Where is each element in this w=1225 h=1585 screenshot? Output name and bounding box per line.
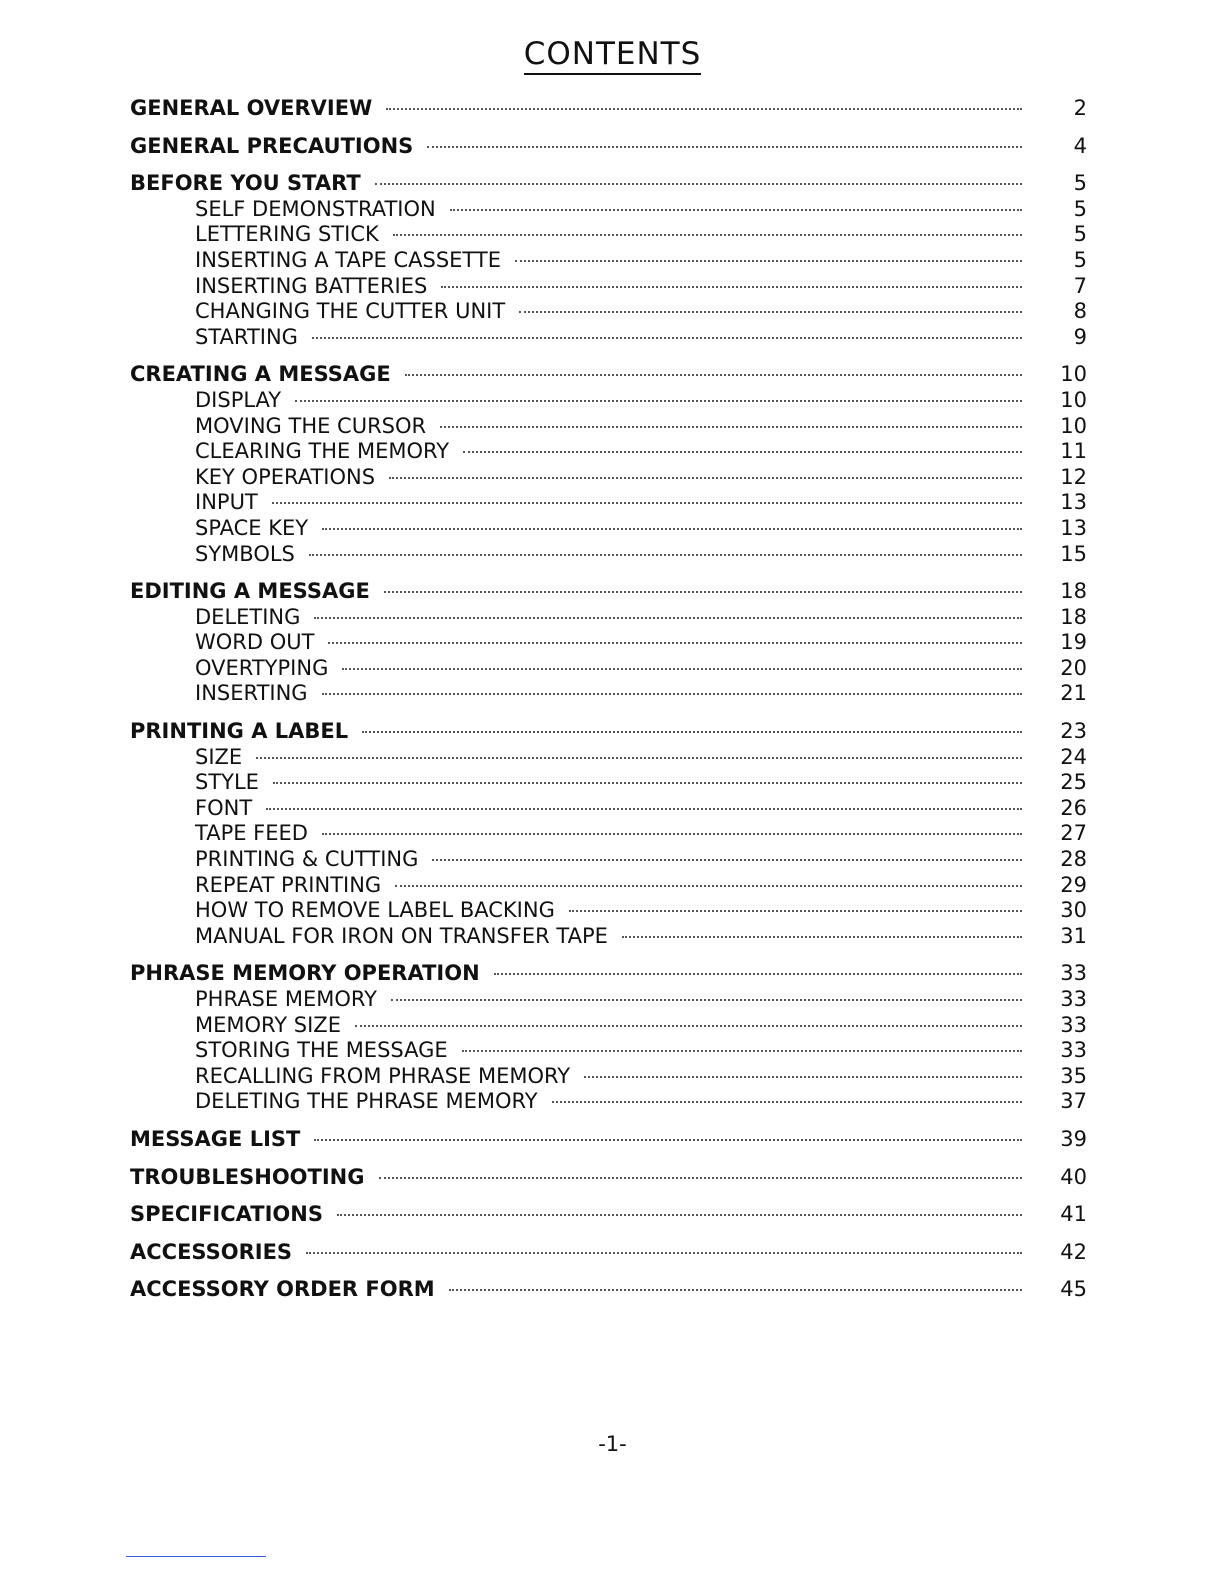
toc-subentry[interactable] (0, 325, 1225, 351)
toc-subentry-page-number: 21 (1060, 681, 1087, 706)
toc-heading-page-number: 18 (1060, 579, 1087, 604)
toc-heading-page-number: 5 (1073, 171, 1087, 196)
dot-leader (386, 107, 1022, 110)
toc-section (0, 1127, 1225, 1153)
toc-heading-page-number: 42 (1060, 1239, 1087, 1264)
toc-heading-page-number: 10 (1060, 362, 1087, 387)
toc-heading-page-number: 41 (1060, 1202, 1087, 1227)
toc-heading[interactable] (0, 719, 1225, 745)
toc-subentry-page-number: 37 (1060, 1089, 1087, 1114)
toc-subentry[interactable] (0, 796, 1225, 822)
toc-subentry-page-number: 33 (1060, 1012, 1087, 1037)
toc-heading-label: CREATING A MESSAGE (130, 362, 391, 387)
toc-subentry[interactable] (0, 847, 1225, 873)
toc-heading-label: PRINTING A LABEL (130, 719, 349, 744)
toc-heading-label: EDITING A MESSAGE (130, 579, 370, 604)
toc-subentry-label: SYMBOLS (195, 541, 295, 566)
toc-subentry-page-number: 18 (1060, 604, 1087, 629)
toc-subentry-label: WORD OUT (195, 630, 315, 655)
dot-leader (584, 1075, 1022, 1078)
toc-subentry[interactable] (0, 248, 1225, 274)
toc-subentry-label: DISPLAY (195, 387, 282, 412)
toc-subentry-label: CHANGING THE CUTTER UNIT (195, 299, 506, 324)
toc-subentry-page-number: 10 (1060, 387, 1087, 412)
toc-subentry[interactable] (0, 388, 1225, 414)
dot-leader (322, 692, 1022, 695)
dot-leader (379, 1176, 1023, 1179)
toc-section (0, 719, 1225, 949)
toc-subentry-page-number: 35 (1060, 1063, 1087, 1088)
toc-subentry-page-number: 5 (1073, 247, 1087, 272)
toc-heading-page-number: 40 (1060, 1164, 1087, 1189)
toc-subentry-label: RECALLING FROM PHRASE MEMORY (195, 1063, 571, 1088)
toc-subentry[interactable] (0, 656, 1225, 682)
toc-subentry[interactable] (0, 873, 1225, 899)
toc-subentry[interactable] (0, 1013, 1225, 1039)
dot-leader (432, 858, 1022, 861)
toc-heading-page-number: 45 (1060, 1277, 1087, 1302)
toc-subentry[interactable] (0, 681, 1225, 707)
toc-heading-label: GENERAL PRECAUTIONS (130, 133, 414, 158)
toc-subentry-page-number: 25 (1060, 770, 1087, 795)
dot-leader (273, 781, 1022, 784)
dot-leader (337, 1213, 1022, 1216)
toc-subentry-label: PHRASE MEMORY (195, 987, 377, 1011)
toc-subentry-page-number: 27 (1060, 821, 1087, 846)
toc-subentry-page-number: 7 (1073, 273, 1087, 298)
toc-subentry[interactable] (0, 414, 1225, 440)
dot-leader (440, 425, 1022, 428)
toc-subentry-label: STORING THE MESSAGE (195, 1038, 448, 1063)
toc-subentry-page-number: 5 (1073, 196, 1087, 221)
toc-heading[interactable] (0, 1202, 1225, 1228)
toc-subentry-label: STYLE (195, 770, 259, 795)
toc-subentry-page-number: 13 (1060, 490, 1087, 515)
toc-subentry-label: LETTERING STICK (195, 222, 379, 247)
toc-section (0, 171, 1225, 350)
dot-leader (449, 1288, 1022, 1291)
toc-section (0, 134, 1225, 160)
dot-leader (395, 884, 1022, 887)
toc-heading[interactable] (0, 1165, 1225, 1191)
toc-subentry-label: KEY OPERATIONS (195, 464, 376, 489)
toc-subentry-label: INPUT (195, 490, 258, 515)
toc-heading[interactable] (0, 1127, 1225, 1153)
page-title (0, 36, 1225, 72)
dot-leader (312, 336, 1022, 339)
dot-leader (306, 1251, 1022, 1254)
toc-subentry-label: REPEAT PRINTING (195, 872, 382, 897)
toc-subentry-label: MEMORY SIZE (195, 1012, 341, 1037)
toc-subentry[interactable] (0, 299, 1225, 325)
toc-subentry[interactable] (0, 924, 1225, 950)
toc-heading[interactable] (0, 961, 1225, 987)
dot-leader (314, 1138, 1022, 1141)
dot-leader (328, 641, 1022, 644)
dot-leader (389, 476, 1022, 479)
toc-subentry-page-number: 28 (1060, 847, 1087, 872)
toc-subentry-label: INSERTING BATTERIES (195, 273, 428, 298)
toc-subentry-label: INSERTING A TAPE CASSETTE (195, 247, 501, 272)
toc-subentry[interactable] (0, 1064, 1225, 1090)
toc-heading[interactable] (0, 1277, 1225, 1303)
toc-section (0, 1240, 1225, 1266)
toc-section (0, 96, 1225, 122)
toc-subentry[interactable] (0, 1038, 1225, 1064)
dot-leader (266, 807, 1022, 810)
toc-heading-label: ACCESSORIES (130, 1239, 293, 1264)
toc-section (0, 579, 1225, 707)
toc-subentry[interactable] (0, 987, 1225, 1013)
dot-leader (342, 667, 1022, 670)
dot-leader (622, 935, 1022, 938)
dot-leader (314, 616, 1022, 619)
scan-underline-mark (126, 1556, 266, 1557)
dot-leader (322, 832, 1022, 835)
toc-subentry[interactable] (0, 770, 1225, 796)
toc-subentry[interactable] (0, 439, 1225, 465)
dot-leader (322, 527, 1022, 530)
dot-leader (569, 909, 1022, 912)
table-of-contents (0, 96, 1225, 1315)
toc-subentry-page-number: 10 (1060, 413, 1087, 438)
dot-leader (295, 399, 1022, 402)
toc-heading-label: BEFORE YOU START (130, 171, 361, 196)
toc-subentry-page-number: 15 (1060, 541, 1087, 566)
toc-subentry-page-number: 33 (1060, 1038, 1087, 1063)
toc-subentry[interactable] (0, 490, 1225, 516)
toc-subentry-label: DELETING (195, 604, 301, 629)
toc-heading-page-number: 4 (1073, 133, 1087, 158)
toc-subentry-label: TAPE FEED (195, 821, 308, 846)
toc-subentry[interactable] (0, 605, 1225, 631)
toc-subentry-page-number: 11 (1060, 439, 1087, 464)
dot-leader (441, 285, 1022, 288)
dot-leader (463, 450, 1022, 453)
toc-subentry-label: FONT (195, 795, 253, 820)
toc-subentry[interactable] (0, 898, 1225, 924)
toc-section (0, 1277, 1225, 1303)
toc-section (0, 362, 1225, 567)
toc-heading-label: GENERAL OVERVIEW (130, 96, 373, 120)
toc-subentry-page-number: 8 (1073, 299, 1087, 324)
toc-subentry-label: MOVING THE CURSOR (195, 413, 427, 438)
dot-leader (552, 1100, 1022, 1103)
toc-heading[interactable] (0, 171, 1225, 197)
toc-heading-label: TROUBLESHOOTING (130, 1164, 365, 1189)
dot-leader (391, 998, 1022, 1001)
dot-leader (256, 756, 1022, 759)
toc-subentry-page-number: 24 (1060, 744, 1087, 769)
toc-section (0, 961, 1225, 1115)
dot-leader (309, 553, 1022, 556)
toc-subentry[interactable] (0, 630, 1225, 656)
toc-heading-label: PHRASE MEMORY OPERATION (130, 961, 480, 986)
toc-subentry[interactable] (0, 745, 1225, 771)
toc-section (0, 1202, 1225, 1228)
dot-leader (375, 182, 1022, 185)
toc-subentry-page-number: 31 (1060, 923, 1087, 948)
page-title-text: CONTENTS (524, 36, 702, 75)
toc-heading-page-number: 33 (1060, 961, 1087, 986)
toc-subentry-label: SIZE (195, 744, 243, 769)
toc-subentry-page-number: 30 (1060, 898, 1087, 923)
dot-leader (519, 310, 1022, 313)
toc-heading-label: ACCESSORY ORDER FORM (130, 1277, 435, 1302)
toc-subentry-label: SPACE KEY (195, 515, 309, 540)
toc-subentry-page-number: 9 (1073, 324, 1087, 349)
toc-subentry[interactable] (0, 274, 1225, 300)
toc-subentry[interactable] (0, 542, 1225, 568)
dot-leader (515, 259, 1022, 262)
dot-leader (272, 501, 1022, 504)
toc-heading-page-number: 2 (1073, 96, 1087, 120)
toc-subentry-label: SELF DEMONSTRATION (195, 196, 436, 221)
toc-subentry[interactable] (0, 465, 1225, 491)
toc-heading-page-number: 23 (1060, 719, 1087, 744)
toc-subentry-page-number: 19 (1060, 630, 1087, 655)
dot-leader (494, 972, 1022, 975)
page-number-footer: -1- (598, 1432, 627, 1456)
toc-subentry[interactable] (0, 1089, 1225, 1115)
toc-subentry-label: STARTING (195, 324, 298, 349)
toc-subentry-label: OVERTYPING (195, 655, 329, 680)
dot-leader (355, 1024, 1022, 1027)
toc-section (0, 1165, 1225, 1191)
toc-subentry[interactable] (0, 516, 1225, 542)
dot-leader (450, 208, 1022, 211)
toc-subentry-label: MANUAL FOR IRON ON TRANSFER TAPE (195, 923, 608, 948)
toc-subentry-page-number: 33 (1060, 987, 1087, 1011)
toc-subentry-label: CLEARING THE MEMORY (195, 439, 450, 464)
toc-subentry-page-number: 20 (1060, 655, 1087, 680)
toc-subentry-label: PRINTING & CUTTING (195, 847, 419, 872)
toc-heading-label: SPECIFICATIONS (130, 1202, 323, 1227)
toc-heading[interactable] (0, 362, 1225, 388)
toc-subentry-label: INSERTING (195, 681, 308, 706)
toc-heading[interactable] (0, 1240, 1225, 1266)
toc-heading[interactable] (0, 579, 1225, 605)
toc-subentry-label: DELETING THE PHRASE MEMORY (195, 1089, 538, 1114)
dot-leader (405, 373, 1022, 376)
dot-leader (393, 233, 1022, 236)
dot-leader (384, 590, 1022, 593)
toc-heading[interactable] (0, 134, 1225, 160)
toc-subentry[interactable] (0, 197, 1225, 223)
toc-subentry-page-number: 13 (1060, 515, 1087, 540)
toc-heading-page-number: 39 (1060, 1126, 1087, 1151)
dot-leader (462, 1049, 1022, 1052)
toc-subentry[interactable] (0, 821, 1225, 847)
toc-subentry-page-number: 12 (1060, 464, 1087, 489)
toc-heading-label: MESSAGE LIST (130, 1126, 301, 1151)
toc-subentry-label: HOW TO REMOVE LABEL BACKING (195, 898, 555, 923)
toc-subentry-page-number: 26 (1060, 795, 1087, 820)
toc-subentry-page-number: 5 (1073, 222, 1087, 247)
toc-subentry[interactable] (0, 222, 1225, 248)
toc-subentry-page-number: 29 (1060, 872, 1087, 897)
dot-leader (427, 145, 1022, 148)
toc-heading[interactable] (0, 96, 1225, 122)
dot-leader (362, 730, 1022, 733)
